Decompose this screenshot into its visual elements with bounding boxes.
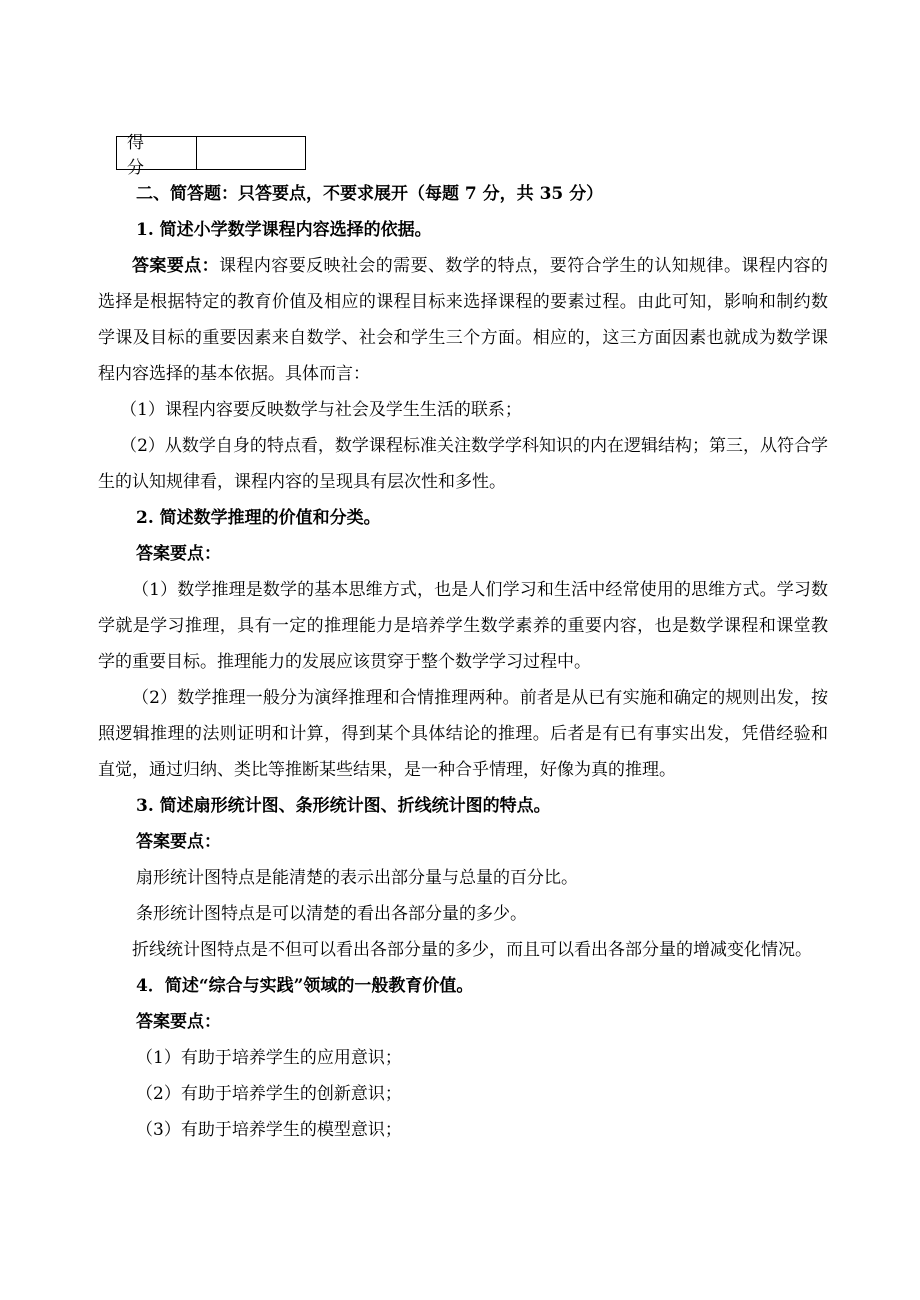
question-2-item-2: （2）数学推理一般分为演绎推理和合情推理两种。前者是从已有实施和确定的规则出发，按照逻辑推理的法则证明和计算，得到某个具体结论的推理。后者是有已有事实出发，凭借经验和直觉，通过归纳、类比等推断某些结果，是一种合乎情理，好像为真的推理。 <box>98 688 828 780</box>
question-2-answer-label: 答案要点： <box>136 544 221 564</box>
answer-label: 答案要点： <box>132 256 220 276</box>
document-body <box>98 176 828 1148</box>
score-value <box>197 137 305 169</box>
score-label: 得 分 <box>117 137 197 169</box>
question-1-item-2: （2）从数学自身的特点看，数学课程标准关注数学学科知识的内在逻辑结构；第三，从符合学生的认知规律看，课程内容的呈现具有层次性和多性。 <box>98 436 828 492</box>
question-1-answer-text: 课程内容要反映社会的需要、数学的特点，要符合学生的认知规律。课程内容的选择是根据特定的教育价值及相应的课程目标来选择课程的要素过程。由此可知，影响和制约数学课及目标的重要因素来自数学、社会和学生三个方面。相应的，这三方面因素也就成为数学课程内容选择的基本依据。具体而言： <box>98 256 829 384</box>
question-4-item-2: （2）有助于培养学生的创新意识； <box>136 1084 402 1104</box>
question-3-answer-label: 答案要点： <box>136 832 221 852</box>
question-4-item-3: （3）有助于培养学生的模型意识； <box>136 1120 402 1140</box>
question-3-line-3: 折线统计图特点是不但可以看出各部分量的多少，而且可以看出各部分量的增减变化情况。 <box>132 940 812 960</box>
section-title: 二、简答题：只答要点，不要求展开（每题 7 分，共 35 分） <box>136 184 604 204</box>
question-4-answer-label: 答案要点： <box>136 1012 221 1032</box>
question-4-title: 4．简述“综合与实践”领域的一般教育价值。 <box>136 976 474 996</box>
question-1-item-1: （1）课程内容要反映数学与社会及学生生活的联系； <box>120 400 522 420</box>
score-table <box>116 133 306 178</box>
question-3-title: 3. 简述扇形统计图、条形统计图、折线统计图的特点。 <box>136 796 551 816</box>
question-1-answer <box>98 248 828 392</box>
question-3-line-1: 扇形统计图特点是能清楚的表示出部分量与总量的百分比。 <box>136 868 578 888</box>
question-2-title: 2. 简述数学推理的价值和分类。 <box>136 508 381 528</box>
question-1-title: 1. 简述小学数学课程内容选择的依据。 <box>136 220 432 240</box>
question-4-item-1: （1）有助于培养学生的应用意识； <box>136 1048 402 1068</box>
question-3-line-2: 条形统计图特点是可以清楚的看出各部分量的多少。 <box>136 904 527 924</box>
question-2-item-1: （1）数学推理是数学的基本思维方式，也是人们学习和生活中经常使用的思维方式。学习数学就是学习推理，具有一定的推理能力是培养学生数学素养的重要内容，也是数学课程和课堂教学的重要目标。推理能力的发展应该贯穿于整个数学学习过程中。 <box>98 580 828 672</box>
